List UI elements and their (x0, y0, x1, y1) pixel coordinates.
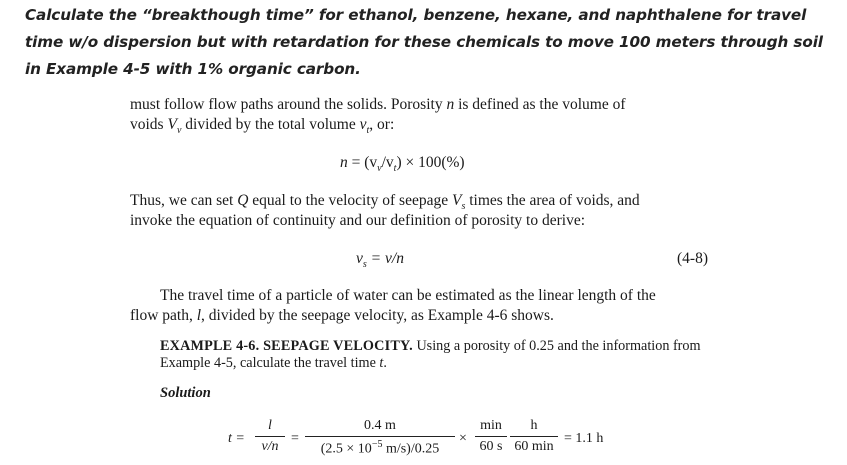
solution-t-equals (228, 431, 245, 447)
equation-seepage-velocity (356, 250, 404, 270)
numerator: 0.4 m (305, 418, 455, 437)
text-span: is defined as the volume of (454, 96, 626, 113)
paragraph-seepage-line-1 (130, 192, 640, 212)
text-span: Using a porosity of 0.25 and the information from (412, 338, 701, 354)
denominator (305, 437, 455, 458)
example-heading (160, 338, 701, 355)
text-span: Example 4-5, calculate the travel time (160, 355, 380, 371)
denominator: 60 s (479, 439, 503, 454)
exponent: −5 (371, 439, 383, 450)
equation-number: (4-8) (677, 250, 708, 267)
numerator: h (510, 418, 558, 437)
text-span: = v/n (366, 250, 404, 267)
times-sign: × (459, 431, 467, 446)
var-vt: v (359, 116, 367, 133)
text-span: equal to the velocity of seepage (248, 192, 452, 209)
var-l: l (196, 307, 202, 324)
var-Q: Q (237, 192, 249, 209)
subscript: v (377, 163, 382, 175)
text-span: times the area of voids, and (465, 192, 640, 209)
subscript: t (393, 163, 397, 175)
text-span: m/s)/0.25 (382, 441, 440, 457)
example-text-line-2 (160, 355, 387, 372)
subscript: t (366, 125, 370, 137)
var-n: n (340, 154, 348, 171)
solution-heading: Solution (160, 385, 211, 401)
var-Vs: V (451, 192, 462, 209)
subscript: v (176, 125, 182, 137)
fraction-l-over-v-n (255, 418, 285, 455)
example-label: EXAMPLE 4-6. SEEPAGE VELOCITY. (160, 338, 413, 354)
fraction-distance-over-velocity (305, 418, 455, 458)
text-span: , or: (369, 116, 395, 133)
text-span: . (383, 355, 387, 371)
var-t: t (379, 355, 384, 371)
text-span: , divided by the seepage velocity, as Example 4-6 shows. (201, 307, 554, 324)
denominator: 60 min (514, 439, 554, 454)
solution-result: = 1.1 h (564, 431, 604, 446)
fraction-min-over-60s (475, 418, 507, 455)
equation-porosity (340, 154, 465, 174)
paragraph-travel-line-2 (130, 307, 554, 325)
fraction-h-over-60min (510, 418, 558, 455)
question-text: Calculate the “breakthough time” for ethanol, benzene, hexane, and naphthalene for travel time w/o dispersion but with retardation for these chemicals to move 100 meters through soil in Example 4-5 with 1% organic carbon. (25, 6, 823, 78)
text-span: divided by the total volume (181, 116, 360, 133)
text-span: must follow flow paths around the solids. Porosity (130, 96, 447, 113)
text-span: Thus, we can set (130, 192, 238, 209)
var-Vv: V (167, 116, 177, 133)
paragraph-porosity-line-2 (130, 116, 394, 136)
paragraph-travel-line-1: The travel time of a particle of water can be estimated as the linear length of the (160, 287, 656, 304)
text-span: /v (381, 154, 394, 171)
paragraph-seepage-line-2: invoke the equation of continuity and our definition of porosity to derive: (130, 212, 586, 229)
numerator: l (255, 418, 285, 437)
text-span: flow path, (130, 307, 197, 324)
text-span: t = (228, 431, 245, 446)
equals-sign: = (291, 431, 299, 446)
text-span: voids (130, 116, 168, 133)
text-span: ) × 100(%) (396, 154, 465, 171)
text-span: = (v (347, 154, 378, 171)
paragraph-porosity-line-1 (130, 96, 626, 114)
var-n: n (446, 96, 455, 113)
subscript: s (362, 259, 367, 271)
denominator: v/n (261, 439, 279, 454)
subscript: s (461, 201, 466, 213)
numerator: min (475, 418, 507, 437)
text-span: (2.5 × 10 (320, 441, 372, 457)
var-vs: v (356, 250, 363, 267)
